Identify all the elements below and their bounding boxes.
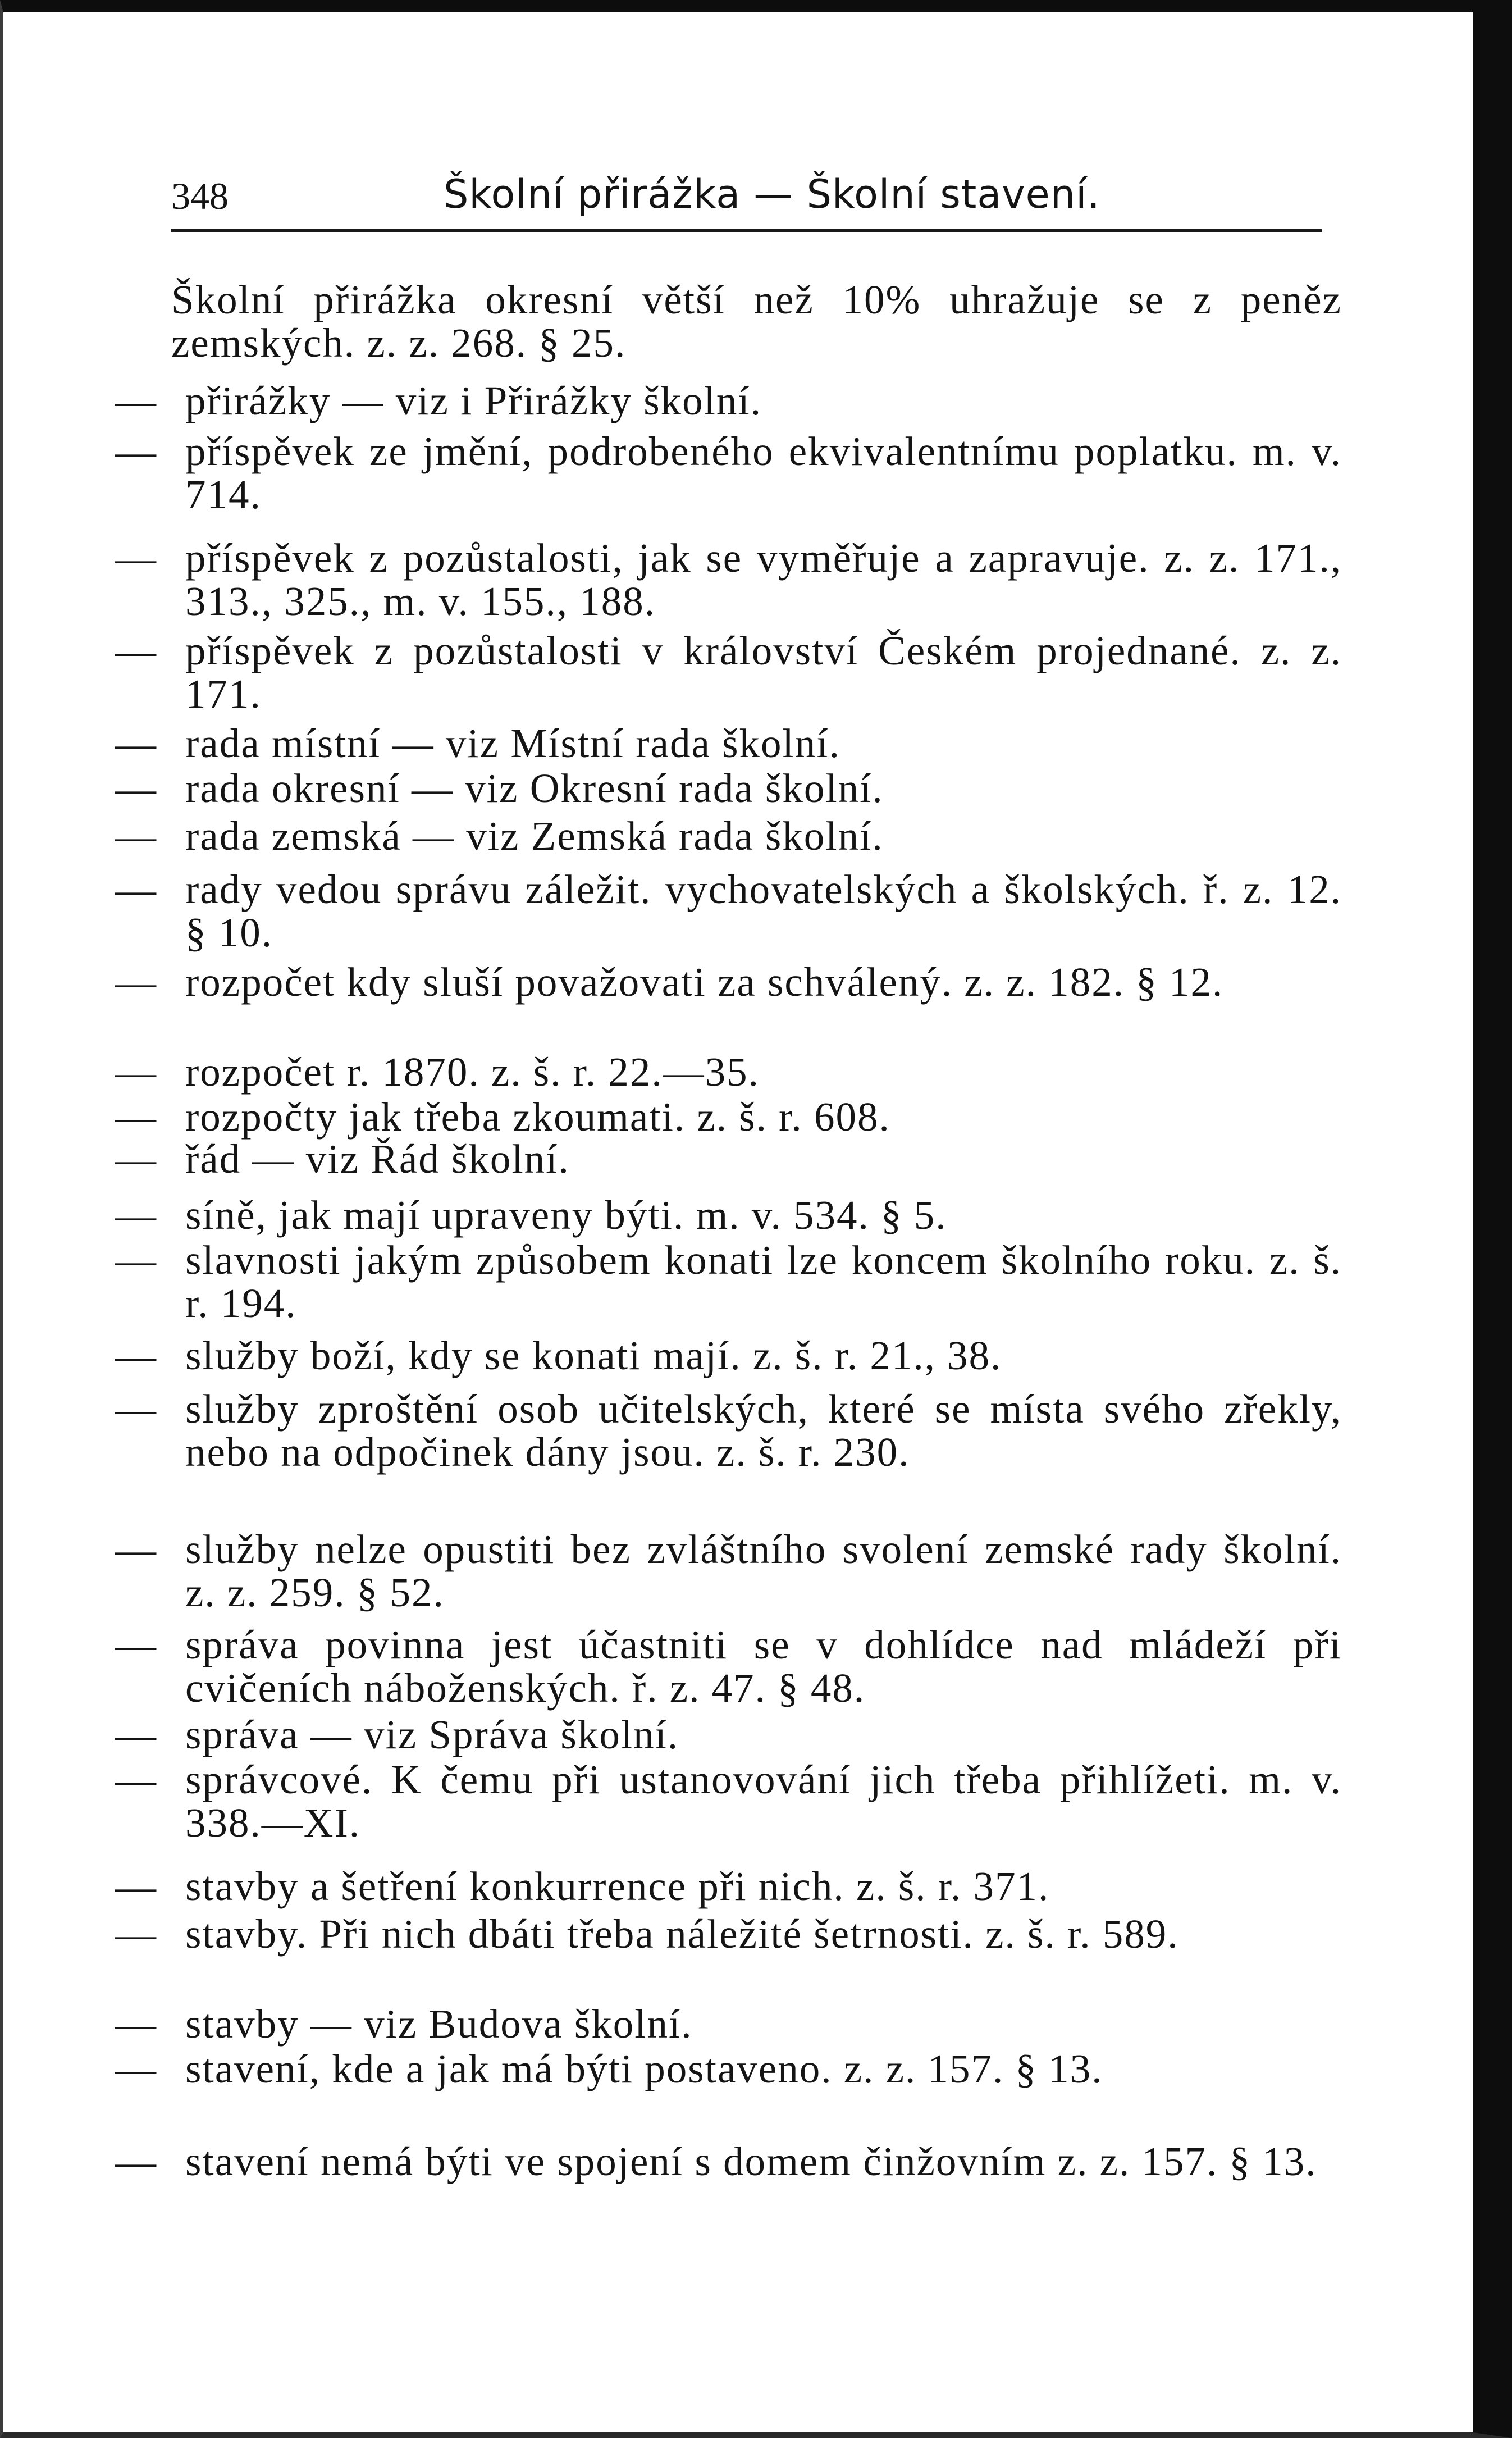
entry-text: příspěvek z pozůstalosti v království Českém projednané. z. z. 171. <box>185 628 1342 717</box>
entry-text: rada okresní — viz Okresní rada školní. <box>185 765 884 811</box>
entry-text: rady vedou správu záležit. vychovatelských a školských. ř. z. 12. § 10. <box>185 867 1342 955</box>
entry-text: rozpočty jak třeba zkoumati. z. š. r. 608. <box>185 1094 890 1140</box>
index-entry <box>115 2046 1342 2091</box>
index-entry <box>115 867 1342 955</box>
entry-dash: — <box>115 1712 157 1757</box>
index-entry <box>115 1757 1342 1845</box>
index-entry <box>115 959 1342 1005</box>
index-entry <box>115 765 1342 811</box>
entry-text: stavby a šetření konkurrence při nich. z. š. r. 371. <box>185 1863 1050 1909</box>
entry-dash: — <box>115 1911 157 1957</box>
entry-dash: — <box>115 959 157 1005</box>
entry-text: stavby. Při nich dbáti třeba náležité šetrnosti. z. š. r. 589. <box>185 1911 1179 1957</box>
entry-text: správa — viz Správa školní. <box>185 1712 679 1757</box>
entry-text: Školní přirážka okresní větší než 10% uhražuje se z peněz zemských. z. z. 268. § 25. <box>171 277 1342 366</box>
entry-dash: — <box>115 813 157 859</box>
entry-text: rozpočet kdy sluší považovati za schválený. z. z. 182. § 12. <box>185 959 1224 1005</box>
index-entry <box>115 1094 1342 1140</box>
index-entry <box>115 2001 1342 2047</box>
running-head <box>171 163 1322 236</box>
entry-dash: — <box>115 2139 157 2184</box>
entry-text: správa povinna jest účastniti se v dohlídce nad mládeží při cvičeních náboženských. ř. z. 47. § 48. <box>185 1622 1342 1711</box>
entry-dash: — <box>115 535 157 581</box>
index-entry <box>115 1712 1342 1757</box>
entry-dash: — <box>115 721 157 766</box>
index-entry <box>115 2139 1342 2184</box>
entry-dash: — <box>115 1136 157 1182</box>
index-entry <box>115 628 1342 717</box>
entry-dash: — <box>115 1386 157 1432</box>
entry-dash: — <box>115 1333 157 1378</box>
index-entry <box>115 429 1342 517</box>
entry-text: služby boží, kdy se konati mají. z. š. r. 21., 38. <box>185 1333 1002 1378</box>
index-entry <box>115 1526 1342 1615</box>
entry-dash: — <box>115 429 157 474</box>
entry-text: správcové. K čemu při ustanovování jich třeba přihlížeti. m. v. 338.—XI. <box>185 1757 1342 1845</box>
index-entry <box>115 1386 1342 1475</box>
entry-dash: — <box>115 1192 157 1238</box>
header-title: Školní přirážka — Školní stavení. <box>444 171 1100 217</box>
entry-dash: — <box>115 867 157 912</box>
index-entry <box>115 813 1342 859</box>
entry-text: služby nelze opustiti bez zvláštního svolení zemské rady školní. z. z. 259. § 52. <box>185 1526 1342 1615</box>
entry-text: příspěvek ze jmění, podrobeného ekvivalentnímu poplatku. m. v. 714. <box>185 429 1342 517</box>
entry-text: rada místní — viz Místní rada školní. <box>185 721 840 766</box>
page-number: 348 <box>171 175 229 217</box>
entry-dash: — <box>115 378 157 423</box>
entry-text: stavby — viz Budova školní. <box>185 2001 693 2047</box>
entry-dash: — <box>115 1622 157 1667</box>
entry-dash: — <box>115 1757 157 1802</box>
entry-text: rozpočet r. 1870. z. š. r. 22.—35. <box>185 1049 760 1095</box>
entry-text: síně, jak mají upraveny býti. m. v. 534. § 5. <box>185 1192 947 1238</box>
index-entry <box>115 535 1342 624</box>
entry-dash: — <box>115 2046 157 2091</box>
entry-text: slavnosti jakým způsobem konati lze koncem školního roku. z. š. r. 194. <box>185 1237 1342 1326</box>
index-entry <box>115 1863 1342 1909</box>
entry-text: stavení nemá býti ve spojení s domem činžovním z. z. 157. § 13. <box>185 2139 1317 2184</box>
entry-dash: — <box>115 1237 157 1283</box>
index-entry <box>115 1911 1342 1957</box>
entry-dash: — <box>115 1863 157 1909</box>
index-entry <box>115 1136 1342 1182</box>
entry-dash: — <box>115 1049 157 1095</box>
entry-text: řád — viz Řád školní. <box>185 1136 570 1182</box>
entry-dash: — <box>115 628 157 673</box>
entry-text: rada zemská — viz Zemská rada školní. <box>185 813 884 859</box>
index-entry <box>115 1192 1342 1238</box>
header-rule <box>171 229 1322 232</box>
index-entry <box>115 1333 1342 1378</box>
entry-text: stavení, kde a jak má býti postaveno. z. z. 157. § 13. <box>185 2046 1103 2091</box>
entry-dash: — <box>115 765 157 811</box>
index-entry <box>115 378 1342 423</box>
index-entry <box>115 1622 1342 1711</box>
entry-dash: — <box>115 1526 157 1572</box>
entry-text: přirážky — viz i Přirážky školní. <box>185 378 762 423</box>
index-entry <box>115 1237 1342 1326</box>
index-entry <box>171 278 1342 364</box>
entry-text: služby zproštění osob učitelských, které se místa svého zřekly, nebo na odpočinek dány jsou. z. š. r. 230. <box>185 1386 1342 1475</box>
entry-dash: — <box>115 1094 157 1140</box>
index-entry <box>115 721 1342 766</box>
entry-dash: — <box>115 2001 157 2047</box>
index-entry <box>115 1049 1342 1095</box>
entry-text: příspěvek z pozůstalosti, jak se vyměřuje a zapravuje. z. z. 171., 313., 325., m. v. 155., 188. <box>185 535 1342 624</box>
